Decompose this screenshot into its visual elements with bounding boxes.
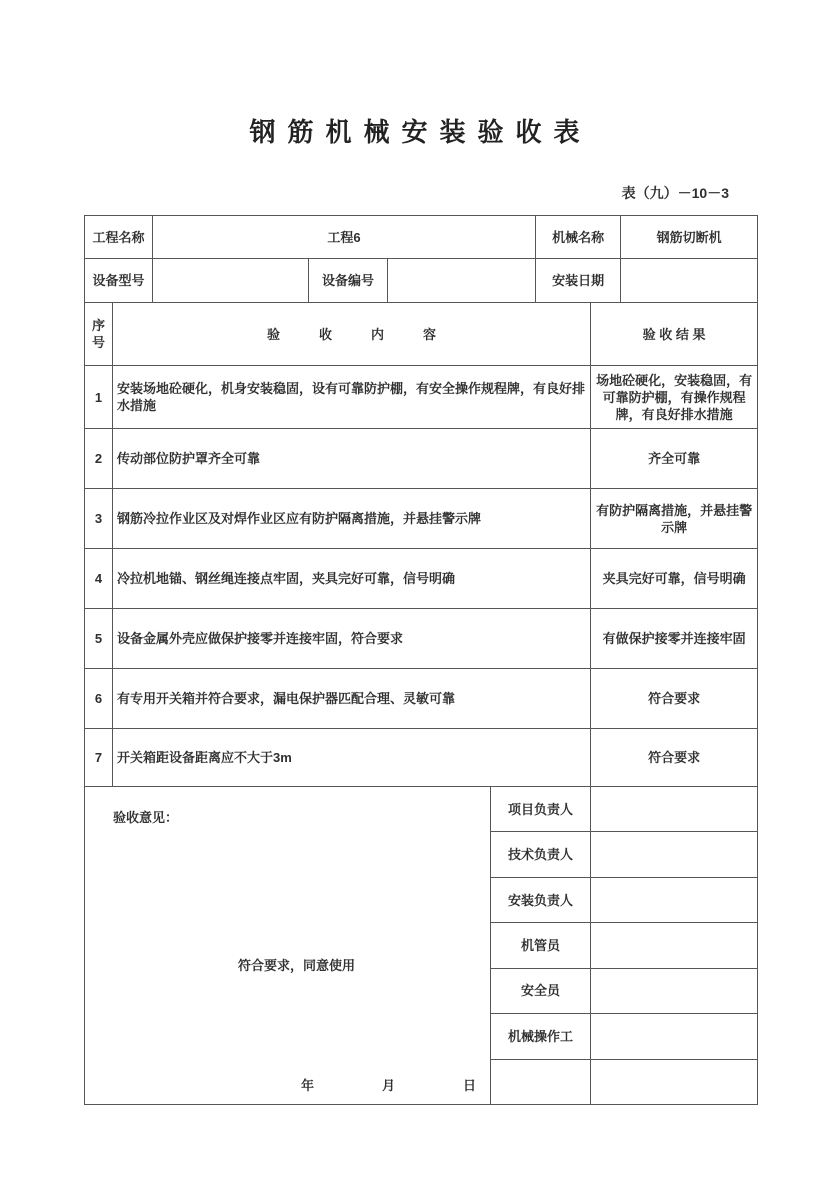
row-no: 3 <box>85 489 113 549</box>
signature-label <box>491 1059 591 1104</box>
table-row <box>85 669 758 729</box>
year-label: 年 <box>300 1078 314 1093</box>
install-date-value <box>621 259 758 303</box>
table-row <box>85 429 758 489</box>
table-row <box>85 729 758 787</box>
row-result: 夹具完好可靠，信号明确 <box>591 549 758 609</box>
row-content: 有专用开关箱并符合要求，漏电保护器匹配合理、灵敏可靠 <box>113 669 591 729</box>
row-no: 6 <box>85 669 113 729</box>
machine-name-label: 机械名称 <box>536 216 621 259</box>
opinion-text: 符合要求，同意使用 <box>238 958 356 973</box>
table-row <box>85 489 758 549</box>
signature-label: 安装负责人 <box>491 877 591 922</box>
signature-value <box>591 832 758 877</box>
row-result: 符合要求 <box>591 729 758 787</box>
document-page <box>84 0 757 1105</box>
signature-label: 项目负责人 <box>491 787 591 832</box>
month-label: 月 <box>381 1078 395 1093</box>
signature-value <box>591 968 758 1013</box>
install-date-label: 安装日期 <box>536 259 621 303</box>
signature-label: 机管员 <box>491 923 591 968</box>
row-no: 7 <box>85 729 113 787</box>
row-no: 5 <box>85 609 113 669</box>
signature-value <box>591 1014 758 1059</box>
day-label: 日 <box>463 1078 477 1093</box>
device-model-value <box>153 259 309 303</box>
header-content: 验 收 内 容 <box>113 303 591 366</box>
row-content: 设备金属外壳应做保护接零并连接牢固，符合要求 <box>113 609 591 669</box>
signature-row <box>85 787 758 832</box>
table-row <box>85 549 758 609</box>
row-result: 有做保护接零并连接牢固 <box>591 609 758 669</box>
project-name-label: 工程名称 <box>85 216 153 259</box>
opinion-date-line <box>113 1077 480 1094</box>
opinion-label: 验收意见： <box>113 810 179 825</box>
row-result: 符合要求 <box>591 669 758 729</box>
header-result: 验 收 结 果 <box>591 303 758 366</box>
signature-label: 机械操作工 <box>491 1014 591 1059</box>
signature-value <box>591 1059 758 1104</box>
row-content: 开关箱距设备距离应不大于3m <box>113 729 591 787</box>
table-row <box>85 609 758 669</box>
device-serial-label: 设备编号 <box>309 259 388 303</box>
table-row <box>85 366 758 429</box>
table-header-row <box>85 303 758 366</box>
signature-label: 技术负责人 <box>491 832 591 877</box>
row-content: 冷拉机地锚、钢丝绳连接点牢固，夹具完好可靠，信号明确 <box>113 549 591 609</box>
project-name-value: 工程6 <box>153 216 536 259</box>
machine-name-value: 钢筋切断机 <box>621 216 758 259</box>
device-model-label: 设备型号 <box>85 259 153 303</box>
device-serial-value <box>388 259 536 303</box>
row-result: 有防护隔离措施，并悬挂警示牌 <box>591 489 758 549</box>
row-content: 安装场地砼硬化，机身安装稳固，设有可靠防护棚，有安全操作规程牌，有良好排水措施 <box>113 366 591 429</box>
row-no: 1 <box>85 366 113 429</box>
row-content: 钢筋冷拉作业区及对焊作业区应有防护隔离措施，并悬挂警示牌 <box>113 489 591 549</box>
info-row-1 <box>85 216 758 259</box>
page-title: 钢筋机械安装验收表 <box>249 117 592 147</box>
row-result: 场地砼硬化，安装稳固，有可靠防护棚，有操作规程牌，有良好排水措施 <box>591 366 758 429</box>
acceptance-opinion <box>89 789 486 1102</box>
signature-value <box>591 787 758 832</box>
acceptance-opinion-cell <box>85 787 491 1105</box>
row-result: 齐全可靠 <box>591 429 758 489</box>
row-no: 2 <box>85 429 113 489</box>
acceptance-table <box>84 215 758 1105</box>
signature-value <box>591 877 758 922</box>
row-no: 4 <box>85 549 113 609</box>
info-row-2 <box>85 259 758 303</box>
signature-label: 安全员 <box>491 968 591 1013</box>
form-code: 表（九）－10－3 <box>621 185 729 201</box>
header-no: 序号 <box>85 303 113 366</box>
signature-value <box>591 923 758 968</box>
row-content: 传动部位防护罩齐全可靠 <box>113 429 591 489</box>
